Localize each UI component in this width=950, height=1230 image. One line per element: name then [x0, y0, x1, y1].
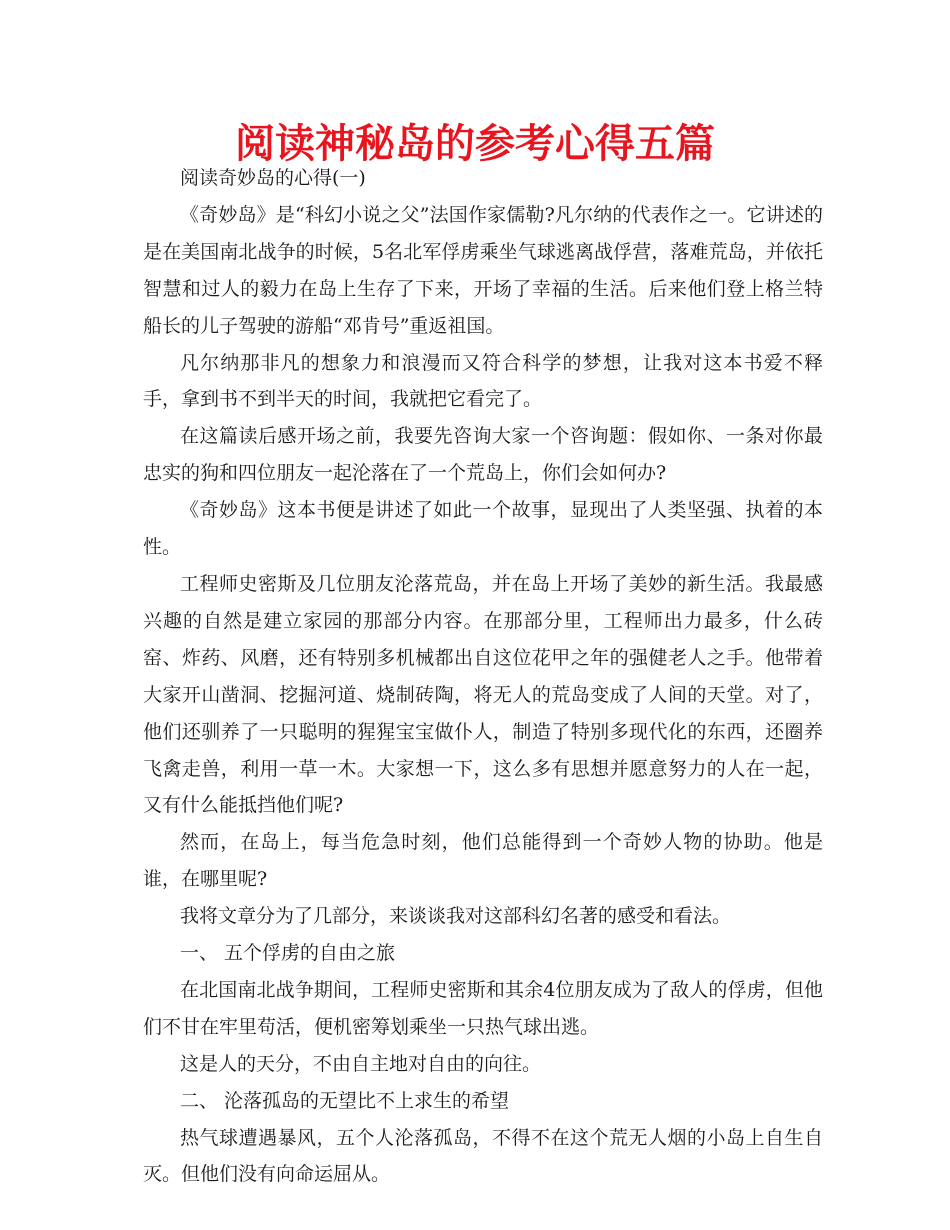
paragraph-2: 《奇妙岛》是“科幻小说之父”法国作家儒勒?凡尔纳的代表作之一。它讲述的是在美国南北战争的时候，5名北军俘虏乘坐气球逃离战俘营，落难荒岛，并依托智慧和过人的毅力在岛上生存了下来，开场了幸福的生活。后来他们登上格兰特船长的儿子驾驶的游船“邓肯号”重返祖国。 — [143, 203, 823, 337]
paragraph-5: 《奇妙岛》这本书便是讲述了如此一个故事，显现出了人类坚强、执着的本性。 — [143, 499, 823, 559]
paragraph-8: 我将文章分为了几部分，来谈谈我对这部科幻名著的感受和看法。 — [180, 905, 732, 928]
paragraph-1: 阅读奇妙岛的心得(一) — [180, 167, 366, 189]
paragraph-10: 这是人的天分，不由自主地对自由的向往。 — [180, 1052, 542, 1075]
paragraph-3: 凡尔纳那非凡的想象力和浪漫而又符合科学的梦想，让我对这本书爱不释手，拿到书不到半天的时间，我就把它看完了。 — [143, 351, 823, 411]
paragraph-9: 在北国南北战争期间，工程师史密斯和其余4位朋友成为了敌人的俘虏，但他们不甘在牢里苟活，便机密筹划乘坐一只热气球出逃。 — [143, 978, 823, 1038]
document-body — [143, 160, 823, 1193]
paragraph-11: 热气球遭遇暴风，五个人沦落孤岛，不得不在这个荒无人烟的小岛上自生自灭。但他们没有向命运屈从。 — [143, 1126, 823, 1186]
document-title: 阅读神秘岛的参考心得五篇 — [235, 121, 715, 167]
paragraph-7: 然而，在岛上，每当危急时刻，他们总能得到一个奇妙人物的协助。他是谁，在哪里呢? — [143, 831, 823, 891]
paragraph-4: 在这篇读后感开场之前，我要先咨询大家一个咨询题：假如你、一条对你最忠实的狗和四位朋友一起沦落在了一个荒岛上，你们会如何办? — [143, 425, 823, 485]
section-heading-2: 二、 沦落孤岛的无望比不上求生的希望 — [180, 1089, 510, 1112]
section-heading-1: 一、 五个俘虏的自由之旅 — [180, 942, 396, 965]
paragraph-6: 工程师史密斯及几位朋友沦落荒岛，并在岛上开场了美妙的新生活。我最感兴趣的自然是建立家园的那部分内容。在那部分里，工程师出力最多，什么砖窑、炸药、风磨，还有特别多机械都出自这位花甲之年的强健老人之手。他带着大家开山凿洞、挖掘河道、烧制砖陶，将无人的荒岛变成了人间的天堂。对了，他们还驯养了一只聪明的猩猩宝宝做仆人，制造了特别多现代化的东西，还圈养飞禽走兽，利用一草一木。大家想一下，这么多有思想并愿意努力的人在一起，又有什么能抵挡他们呢? — [143, 572, 823, 817]
